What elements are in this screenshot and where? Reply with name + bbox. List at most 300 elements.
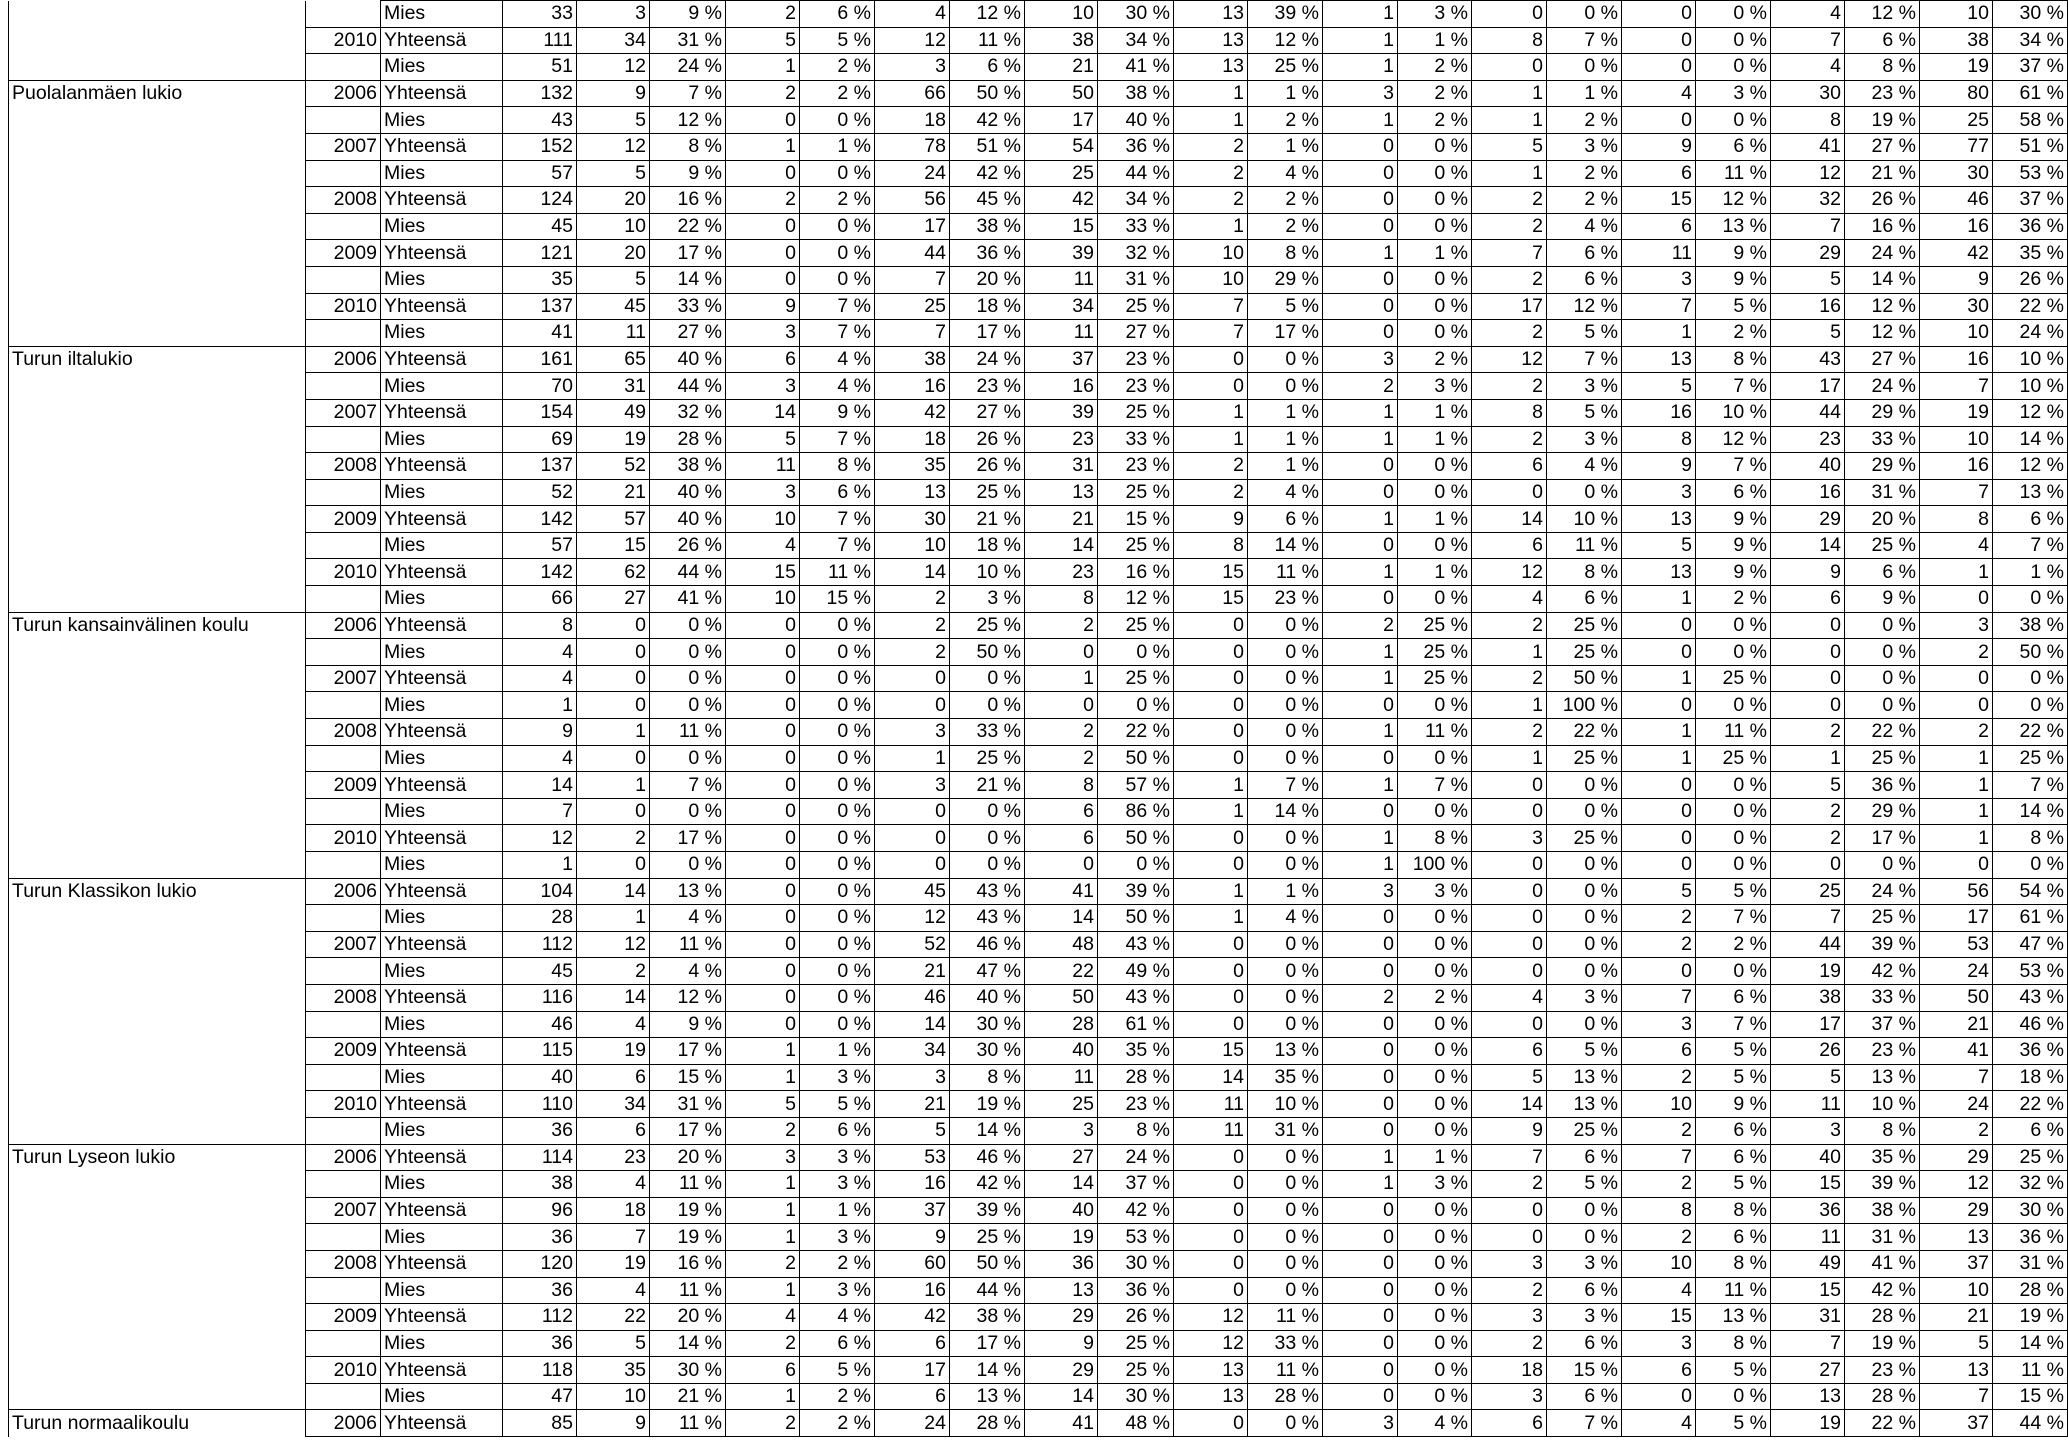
value-cell: 0 — [1771, 612, 1845, 639]
value-cell: 14 — [726, 399, 800, 426]
group-cell: Mies — [381, 852, 503, 879]
table-row — [9, 692, 2068, 719]
value-cell: 21 — [1025, 506, 1098, 533]
value-cell: 15 — [1174, 1038, 1248, 1065]
year-cell: 2010 — [306, 293, 381, 320]
value-cell: 5 % — [1547, 1171, 1622, 1198]
value-cell: 8 — [1622, 1197, 1696, 1224]
table-body — [9, 1, 2068, 1437]
value-cell: 12 % — [1993, 453, 2068, 480]
value-cell: 1 % — [1398, 27, 1472, 54]
value-cell: 4 — [726, 532, 800, 559]
value-cell: 8 % — [1248, 240, 1323, 267]
value-cell: 15 — [577, 532, 650, 559]
value-cell: 10 — [1920, 426, 1993, 453]
value-cell: 1 — [1323, 1, 1398, 28]
value-cell: 2 — [1622, 1064, 1696, 1091]
value-cell: 23 % — [1248, 586, 1323, 613]
value-cell: 1 % — [800, 133, 875, 160]
value-cell: 14 — [1025, 1383, 1098, 1410]
value-cell: 20 — [577, 187, 650, 214]
value-cell: 4 — [577, 1277, 650, 1304]
value-cell: 13 — [1174, 1357, 1248, 1384]
table-row — [9, 187, 2068, 214]
value-cell: 0 % — [650, 692, 726, 719]
value-cell: 4 — [1622, 1277, 1696, 1304]
value-cell: 27 % — [950, 399, 1025, 426]
value-cell: 46 % — [1993, 1011, 2068, 1038]
value-cell: 36 % — [1993, 213, 2068, 240]
school-name-cell — [9, 107, 306, 134]
value-cell: 3 — [1472, 1250, 1547, 1277]
value-cell: 13 % — [650, 878, 726, 905]
value-cell: 0 — [1771, 639, 1845, 666]
value-cell: 0 % — [1993, 852, 2068, 879]
value-cell: 57 — [577, 506, 650, 533]
value-cell: 0 — [726, 160, 800, 187]
value-cell: 29 — [1920, 1144, 1993, 1171]
value-cell: 1 — [1174, 772, 1248, 799]
value-cell: 1 — [1174, 905, 1248, 932]
value-cell: 17 — [1472, 293, 1547, 320]
value-cell: 10 % — [1993, 373, 2068, 400]
value-cell: 11 — [1622, 240, 1696, 267]
group-cell: Mies — [381, 1, 503, 28]
value-cell: 0 — [1323, 1224, 1398, 1251]
value-cell: 0 — [1025, 852, 1098, 879]
value-cell: 51 % — [950, 133, 1025, 160]
value-cell: 0 % — [800, 931, 875, 958]
school-name-cell — [9, 825, 306, 852]
value-cell: 3 — [1472, 1304, 1547, 1331]
value-cell: 38 — [503, 1171, 577, 1198]
year-cell: 2006 — [306, 1410, 381, 1437]
value-cell: 1 — [726, 133, 800, 160]
value-cell: 5 % — [1696, 1357, 1771, 1384]
value-cell: 1 % — [1248, 878, 1323, 905]
value-cell: 25 % — [1098, 1330, 1174, 1357]
value-cell: 50 % — [1098, 905, 1174, 932]
value-cell: 14 — [875, 559, 950, 586]
value-cell: 0 % — [1993, 665, 2068, 692]
value-cell: 13 % — [950, 1383, 1025, 1410]
value-cell: 41 — [1025, 1410, 1098, 1437]
table-row — [9, 639, 2068, 666]
value-cell: 0 % — [800, 878, 875, 905]
value-cell: 6 — [1622, 213, 1696, 240]
value-cell: 2 — [1323, 984, 1398, 1011]
value-cell: 52 — [503, 479, 577, 506]
value-cell: 14 % — [950, 1117, 1025, 1144]
value-cell: 43 % — [1098, 984, 1174, 1011]
value-cell: 36 — [503, 1224, 577, 1251]
value-cell: 12 % — [1845, 293, 1920, 320]
value-cell: 28 — [1025, 1011, 1098, 1038]
school-name-cell: Turun iltalukio — [9, 346, 306, 373]
group-cell: Mies — [381, 320, 503, 347]
value-cell: 26 % — [950, 453, 1025, 480]
value-cell: 9 % — [1696, 506, 1771, 533]
group-cell: Mies — [381, 54, 503, 81]
value-cell: 1 — [1174, 80, 1248, 107]
value-cell: 7 % — [1696, 1011, 1771, 1038]
value-cell: 7 % — [1398, 772, 1472, 799]
group-cell: Mies — [381, 373, 503, 400]
value-cell: 7 — [1920, 373, 1993, 400]
value-cell: 10 — [1920, 1277, 1993, 1304]
group-cell: Yhteensä — [381, 559, 503, 586]
value-cell: 34 — [875, 1038, 950, 1065]
value-cell: 4 — [1771, 1, 1845, 28]
value-cell: 24 — [1920, 958, 1993, 985]
value-cell: 35 — [503, 266, 577, 293]
group-cell: Mies — [381, 1011, 503, 1038]
value-cell: 0 % — [800, 905, 875, 932]
value-cell: 3 — [1472, 1383, 1547, 1410]
value-cell: 3 — [1622, 266, 1696, 293]
value-cell: 115 — [503, 1038, 577, 1065]
value-cell: 0 % — [1098, 692, 1174, 719]
value-cell: 19 — [577, 426, 650, 453]
value-cell: 4 % — [1398, 1410, 1472, 1437]
year-cell — [306, 1, 381, 28]
value-cell: 37 — [1920, 1410, 1993, 1437]
value-cell: 21 — [577, 479, 650, 506]
value-cell: 4 — [503, 639, 577, 666]
value-cell: 1 % — [800, 1038, 875, 1065]
value-cell: 2 — [726, 1330, 800, 1357]
year-cell: 2008 — [306, 453, 381, 480]
value-cell: 1 — [726, 1277, 800, 1304]
value-cell: 7 — [875, 320, 950, 347]
value-cell: 2 — [1472, 213, 1547, 240]
value-cell: 1 — [1771, 745, 1845, 772]
value-cell: 28 % — [1098, 1064, 1174, 1091]
school-name-cell: Turun Lyseon lukio — [9, 1144, 306, 1171]
value-cell: 28 % — [1248, 1383, 1323, 1410]
value-cell: 0 % — [1398, 798, 1472, 825]
value-cell: 6 % — [1547, 1277, 1622, 1304]
value-cell: 11 % — [1696, 719, 1771, 746]
value-cell: 6 % — [1845, 559, 1920, 586]
value-cell: 5 — [1472, 133, 1547, 160]
group-cell: Mies — [381, 1117, 503, 1144]
value-cell: 38 % — [1098, 80, 1174, 107]
value-cell: 0 — [1622, 1, 1696, 28]
value-cell: 15 % — [800, 586, 875, 613]
value-cell: 2 — [1771, 825, 1845, 852]
value-cell: 0 % — [1398, 453, 1472, 480]
group-cell: Yhteensä — [381, 293, 503, 320]
value-cell: 5 % — [1696, 1038, 1771, 1065]
value-cell: 0 % — [800, 240, 875, 267]
value-cell: 0 — [1622, 107, 1696, 134]
value-cell: 15 — [1174, 586, 1248, 613]
value-cell: 9 % — [1696, 266, 1771, 293]
group-cell: Mies — [381, 639, 503, 666]
group-cell: Yhteensä — [381, 1357, 503, 1384]
value-cell: 38 — [1920, 27, 1993, 54]
value-cell: 10 — [726, 506, 800, 533]
value-cell: 2 % — [1547, 107, 1622, 134]
value-cell: 12 % — [1993, 399, 2068, 426]
value-cell: 46 % — [950, 1144, 1025, 1171]
value-cell: 11 % — [950, 27, 1025, 54]
value-cell: 11 % — [650, 1410, 726, 1437]
value-cell: 19 — [1771, 1410, 1845, 1437]
value-cell: 7 — [1472, 240, 1547, 267]
value-cell: 7 % — [1993, 532, 2068, 559]
value-cell: 112 — [503, 1304, 577, 1331]
value-cell: 5 — [1771, 266, 1845, 293]
school-name-cell — [9, 1357, 306, 1384]
value-cell: 28 % — [1845, 1383, 1920, 1410]
school-name-cell — [9, 160, 306, 187]
value-cell: 5 % — [1547, 399, 1622, 426]
value-cell: 0 — [726, 107, 800, 134]
value-cell: 25 % — [1098, 479, 1174, 506]
value-cell: 0 — [726, 984, 800, 1011]
value-cell: 7 % — [1993, 772, 2068, 799]
value-cell: 0 — [726, 213, 800, 240]
value-cell: 7 % — [1547, 1410, 1622, 1437]
value-cell: 30 % — [1993, 1, 2068, 28]
value-cell: 8 % — [1696, 1197, 1771, 1224]
value-cell: 29 % — [1845, 453, 1920, 480]
value-cell: 100 % — [1547, 692, 1622, 719]
value-cell: 38 — [1771, 984, 1845, 1011]
value-cell: 12 — [1472, 559, 1547, 586]
value-cell: 6 % — [1547, 1383, 1622, 1410]
value-cell: 0 — [875, 852, 950, 879]
value-cell: 25 % — [1248, 54, 1323, 81]
value-cell: 0 % — [1547, 479, 1622, 506]
value-cell: 78 — [875, 133, 950, 160]
value-cell: 2 — [726, 1, 800, 28]
value-cell: 14 — [577, 984, 650, 1011]
value-cell: 53 % — [1993, 958, 2068, 985]
value-cell: 37 % — [1993, 54, 2068, 81]
value-cell: 3 — [1323, 1410, 1398, 1437]
value-cell: 0 % — [1098, 639, 1174, 666]
value-cell: 0 — [577, 745, 650, 772]
value-cell: 8 % — [1696, 346, 1771, 373]
value-cell: 0 % — [1398, 1224, 1472, 1251]
value-cell: 8 — [1025, 586, 1098, 613]
value-cell: 25 % — [1547, 612, 1622, 639]
year-cell — [306, 852, 381, 879]
value-cell: 0 % — [1398, 1330, 1472, 1357]
value-cell: 2 — [1622, 1171, 1696, 1198]
value-cell: 23 % — [1098, 453, 1174, 480]
school-name-cell — [9, 1171, 306, 1198]
value-cell: 21 — [1025, 54, 1098, 81]
value-cell: 0 — [1174, 1224, 1248, 1251]
table-row — [9, 878, 2068, 905]
value-cell: 9 — [1771, 559, 1845, 586]
value-cell: 7 — [1622, 1144, 1696, 1171]
value-cell: 41 % — [650, 586, 726, 613]
value-cell: 1 — [1323, 506, 1398, 533]
value-cell: 0 — [1472, 958, 1547, 985]
value-cell: 43 — [503, 107, 577, 134]
value-cell: 14 % — [1993, 798, 2068, 825]
value-cell: 16 % — [650, 1250, 726, 1277]
value-cell: 17 % — [1248, 320, 1323, 347]
value-cell: 25 % — [1845, 745, 1920, 772]
value-cell: 30 — [1771, 80, 1845, 107]
value-cell: 5 — [1472, 1064, 1547, 1091]
value-cell: 10 — [1920, 1, 1993, 28]
value-cell: 25 — [1771, 878, 1845, 905]
value-cell: 58 % — [1993, 107, 2068, 134]
value-cell: 10 % — [1993, 346, 2068, 373]
value-cell: 21 % — [950, 772, 1025, 799]
value-cell: 25 % — [1547, 639, 1622, 666]
value-cell: 44 — [1771, 931, 1845, 958]
value-cell: 46 % — [950, 931, 1025, 958]
value-cell: 0 — [1174, 931, 1248, 958]
school-name-cell — [9, 1, 306, 28]
value-cell: 3 % — [1398, 1, 1472, 28]
value-cell: 0 — [1622, 692, 1696, 719]
value-cell: 14 — [1472, 1091, 1547, 1118]
value-cell: 0 — [1323, 1064, 1398, 1091]
value-cell: 19 — [1920, 54, 1993, 81]
table-row — [9, 665, 2068, 692]
value-cell: 0 — [726, 665, 800, 692]
school-name-cell — [9, 559, 306, 586]
value-cell: 1 — [1323, 852, 1398, 879]
value-cell: 0 % — [1398, 187, 1472, 214]
group-cell: Yhteensä — [381, 1410, 503, 1437]
value-cell: 0 — [1174, 1250, 1248, 1277]
table-row — [9, 346, 2068, 373]
school-name-cell — [9, 426, 306, 453]
value-cell: 8 % — [1696, 1330, 1771, 1357]
value-cell: 9 — [1472, 1117, 1547, 1144]
value-cell: 0 % — [1248, 931, 1323, 958]
value-cell: 31 % — [1993, 1250, 2068, 1277]
value-cell: 13 — [875, 479, 950, 506]
group-cell: Yhteensä — [381, 187, 503, 214]
group-cell: Yhteensä — [381, 825, 503, 852]
value-cell: 25 % — [1845, 905, 1920, 932]
value-cell: 0 % — [650, 852, 726, 879]
value-cell: 4 — [1771, 54, 1845, 81]
value-cell: 0 % — [1398, 532, 1472, 559]
value-cell: 19 % — [950, 1091, 1025, 1118]
value-cell: 40 % — [650, 506, 726, 533]
value-cell: 0 — [1771, 692, 1845, 719]
value-cell: 2 % — [1547, 187, 1622, 214]
value-cell: 19 — [1920, 399, 1993, 426]
school-name-cell — [9, 772, 306, 799]
value-cell: 0 % — [1845, 639, 1920, 666]
value-cell: 9 — [577, 1410, 650, 1437]
value-cell: 6 — [1622, 160, 1696, 187]
group-cell: Mies — [381, 266, 503, 293]
value-cell: 25 — [875, 293, 950, 320]
value-cell: 4 — [577, 1011, 650, 1038]
value-cell: 0 % — [1547, 958, 1622, 985]
value-cell: 1 — [1323, 426, 1398, 453]
table-row — [9, 1330, 2068, 1357]
value-cell: 7 — [1771, 27, 1845, 54]
table-row — [9, 1410, 2068, 1437]
value-cell: 0 % — [800, 639, 875, 666]
value-cell: 44 % — [950, 1277, 1025, 1304]
value-cell: 51 — [503, 54, 577, 81]
value-cell: 11 — [1025, 266, 1098, 293]
value-cell: 4 % — [800, 1304, 875, 1331]
value-cell: 86 % — [1098, 798, 1174, 825]
value-cell: 10 — [1920, 320, 1993, 347]
value-cell: 22 % — [1993, 293, 2068, 320]
value-cell: 6 % — [1845, 27, 1920, 54]
value-cell: 37 % — [1993, 187, 2068, 214]
school-name-cell: Turun kansainvälinen koulu — [9, 612, 306, 639]
year-cell: 2010 — [306, 27, 381, 54]
value-cell: 21 — [1920, 1011, 1993, 1038]
value-cell: 1 % — [1248, 133, 1323, 160]
value-cell: 50 % — [950, 80, 1025, 107]
value-cell: 43 % — [1098, 931, 1174, 958]
value-cell: 3 — [726, 320, 800, 347]
value-cell: 5 — [1920, 1330, 1993, 1357]
table-row — [9, 399, 2068, 426]
value-cell: 2 — [1472, 426, 1547, 453]
value-cell: 35 — [875, 453, 950, 480]
value-cell: 132 — [503, 80, 577, 107]
group-cell: Yhteensä — [381, 772, 503, 799]
value-cell: 48 — [1025, 931, 1098, 958]
value-cell: 18 — [1472, 1357, 1547, 1384]
year-cell: 2009 — [306, 240, 381, 267]
group-cell: Mies — [381, 958, 503, 985]
group-cell: Yhteensä — [381, 665, 503, 692]
value-cell: 0 — [726, 825, 800, 852]
value-cell: 2 % — [1248, 107, 1323, 134]
value-cell: 2 — [1472, 1330, 1547, 1357]
value-cell: 9 % — [1696, 1091, 1771, 1118]
group-cell: Yhteensä — [381, 80, 503, 107]
value-cell: 2 — [726, 187, 800, 214]
value-cell: 24 % — [650, 54, 726, 81]
year-cell: 2007 — [306, 931, 381, 958]
value-cell: 2 — [1771, 719, 1845, 746]
value-cell: 42 % — [950, 1171, 1025, 1198]
value-cell: 5 — [726, 1091, 800, 1118]
value-cell: 121 — [503, 240, 577, 267]
value-cell: 0 % — [1696, 1, 1771, 28]
year-cell — [306, 266, 381, 293]
table-row — [9, 612, 2068, 639]
value-cell: 0 — [1174, 852, 1248, 879]
value-cell: 4 — [1622, 80, 1696, 107]
year-cell — [306, 426, 381, 453]
value-cell: 0 % — [1398, 1304, 1472, 1331]
year-cell — [306, 1224, 381, 1251]
value-cell: 25 — [1025, 1091, 1098, 1118]
year-cell: 2008 — [306, 187, 381, 214]
value-cell: 5 — [1771, 320, 1845, 347]
value-cell: 6 — [726, 1357, 800, 1384]
value-cell: 6 — [1622, 1038, 1696, 1065]
school-name-cell — [9, 54, 306, 81]
value-cell: 25 % — [1845, 532, 1920, 559]
value-cell: 12 — [1771, 160, 1845, 187]
